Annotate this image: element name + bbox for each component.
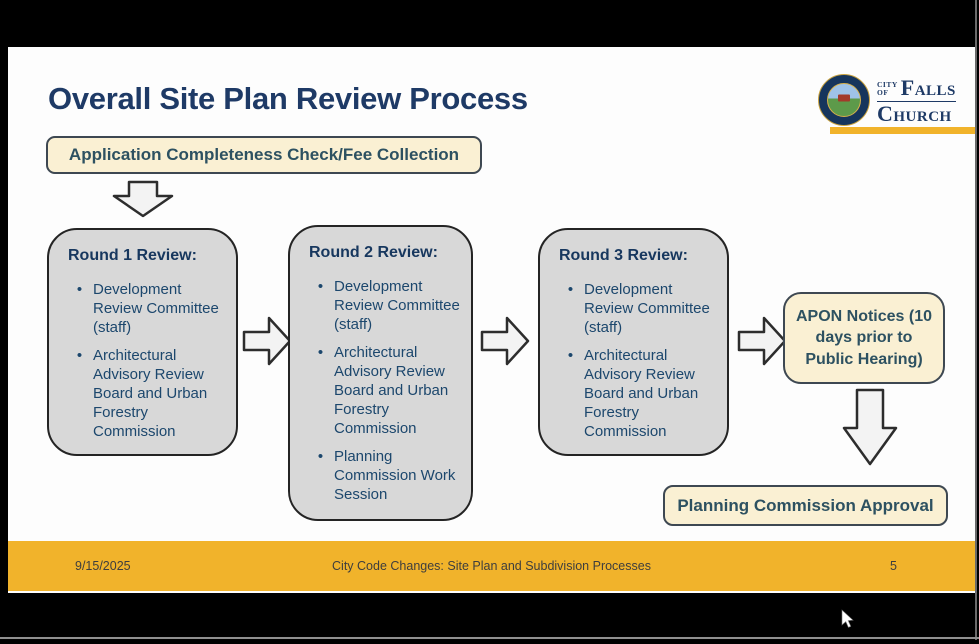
mouse-cursor-icon <box>841 609 855 629</box>
logo-gold-rule <box>830 127 975 134</box>
logo-row-falls <box>877 77 956 102</box>
logo-wordmark <box>877 74 956 125</box>
round-3-header: Round 3 Review: <box>559 247 688 264</box>
round-2-review-box <box>288 225 473 521</box>
logo-city: CITY <box>877 80 898 90</box>
round-3-list <box>557 280 717 441</box>
page-title: Overall Site Plan Review Process <box>48 81 528 116</box>
flow-arrow-right-icon <box>242 315 292 367</box>
list-item-text: Development Review Committee (staff) <box>334 278 460 334</box>
window-edge-line <box>975 0 977 640</box>
bullet-glyph: • <box>76 281 83 298</box>
list-item <box>66 346 226 441</box>
bullet-glyph: • <box>567 347 574 365</box>
application-completeness-label: Application Completeness Check/Fee Collection <box>68 145 460 164</box>
list-item-text: Architectural Advisory Review Board and Urban Forestry Commission <box>584 347 699 441</box>
footer-page-number: 5 <box>890 559 897 573</box>
city-seal-icon <box>818 74 870 126</box>
bullet-glyph: • <box>76 347 83 365</box>
bullet-glyph: • <box>317 278 324 295</box>
footer-date: 9/15/2025 <box>75 559 131 573</box>
falls-church-logo <box>818 74 956 126</box>
bullet-glyph: • <box>317 344 324 362</box>
apon-notices-box <box>783 292 945 384</box>
window-edge-line <box>0 637 979 639</box>
round-2-header: Round 2 Review: <box>309 244 438 261</box>
logo-falls: Falls <box>900 75 956 100</box>
round-1-review-box <box>47 228 238 456</box>
list-item <box>307 277 461 334</box>
flow-arrow-down-icon <box>110 180 176 218</box>
flow-arrow-down-icon <box>842 388 898 466</box>
logo-city-of <box>877 81 898 99</box>
list-item-text: Development Review Committee (staff) <box>584 281 710 337</box>
logo-of: OF <box>877 88 889 98</box>
logo-church: Church <box>877 101 952 126</box>
round-3-review-box <box>538 228 729 456</box>
footer-title: City Code Changes: Site Plan and Subdivision Processes <box>332 559 651 573</box>
round-1-header: Round 1 Review: <box>68 247 197 264</box>
list-item-text: Planning Commission Work Session <box>334 448 456 504</box>
planning-commission-approval-box <box>663 485 948 526</box>
list-item-text: Architectural Advisory Review Board and Urban Forestry Commission <box>93 347 208 441</box>
city-seal-house <box>838 95 850 102</box>
list-item <box>307 343 461 438</box>
list-item <box>66 280 226 337</box>
apon-notices-label: APON Notices (10 days prior to Public Hearing) <box>795 308 933 368</box>
list-item <box>307 447 461 504</box>
flow-arrow-right-icon <box>480 315 530 367</box>
planning-commission-approval-label: Planning Commission Approval <box>677 495 934 515</box>
list-item <box>557 280 717 337</box>
round-2-list <box>307 277 461 505</box>
application-completeness-box <box>46 136 482 174</box>
slide-footer <box>8 541 975 591</box>
bullet-glyph: • <box>317 448 324 466</box>
presentation-slide <box>8 47 975 593</box>
list-item-text: Development Review Committee (staff) <box>93 281 219 337</box>
list-item <box>557 346 717 441</box>
round-1-list <box>66 280 226 441</box>
flow-arrow-right-icon <box>737 315 787 367</box>
bullet-glyph: • <box>567 281 574 298</box>
list-item-text: Architectural Advisory Review Board and Urban Forestry Commission <box>334 344 449 438</box>
